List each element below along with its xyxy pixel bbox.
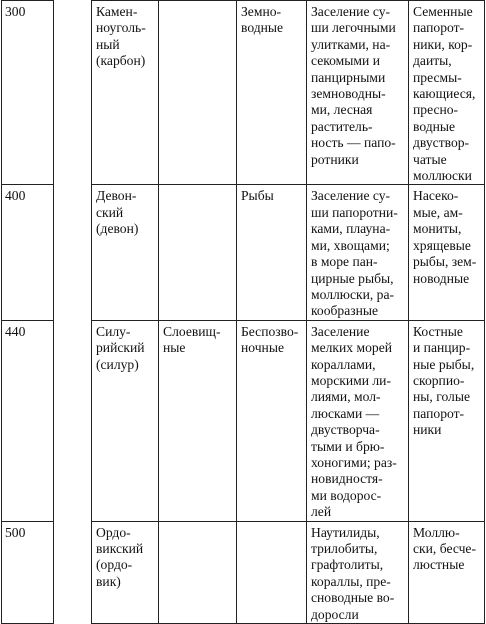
events-text: Наутилиды, трилобиты, графтолиты, кораллы, пре- сноводные во- доросли bbox=[311, 524, 395, 622]
group-text: Рыбы bbox=[241, 188, 274, 204]
table-row bbox=[2, 1, 485, 185]
epoch-text: Слоевищ- ные bbox=[163, 323, 221, 356]
group-text: Беспозво- ночные bbox=[241, 323, 299, 356]
era-cell bbox=[54, 1, 92, 624]
events-text: Заселение су- ши папоротни- ками, плауна- ми, хвощами; в море пан- цирные рыбы, моллюски, ра- кообразные bbox=[311, 188, 398, 319]
period-cell bbox=[92, 1, 159, 185]
epoch-cell bbox=[159, 1, 237, 185]
group-cell bbox=[237, 185, 307, 320]
extinct-cell bbox=[409, 521, 485, 623]
events-cell bbox=[307, 185, 409, 320]
period-text: Ордо- викский (ордо- вик) bbox=[96, 524, 144, 589]
age-text: 500 bbox=[5, 524, 26, 540]
epoch-cell bbox=[159, 185, 237, 320]
group-text: Земно- водные bbox=[241, 4, 284, 36]
group-cell bbox=[237, 1, 307, 185]
group-cell bbox=[237, 320, 307, 521]
age-text: 300 bbox=[5, 4, 26, 19]
age-cell bbox=[2, 320, 54, 521]
geologic-table bbox=[1, 0, 485, 624]
epoch-cell bbox=[159, 521, 237, 623]
events-cell bbox=[307, 521, 409, 623]
events-text: Заселение су- ши легочными улитками, на- секомыми и панцирными земноводны- ми, лесная раститель- ность — папо- ротники bbox=[311, 4, 396, 167]
period-cell bbox=[92, 185, 159, 320]
age-cell bbox=[2, 1, 54, 185]
extinct-text: Семенные папорот- ники, кор- даиты, пресмы- кающиеся, пресно- водные двуствор- чатые моллюски bbox=[413, 4, 476, 184]
age-cell bbox=[2, 521, 54, 623]
age-text: 440 bbox=[5, 323, 26, 339]
extinct-cell bbox=[409, 1, 485, 185]
group-cell bbox=[237, 521, 307, 623]
period-cell bbox=[92, 320, 159, 521]
extinct-cell bbox=[409, 185, 485, 320]
extinct-cell bbox=[409, 320, 485, 521]
extinct-text: Моллю- ски, бесче- люстные bbox=[413, 524, 476, 573]
events-cell bbox=[307, 1, 409, 185]
extinct-text: Насеко- мые, ам- мониты, хрящевые рыбы, зем- новодные bbox=[413, 188, 477, 286]
period-text: Камен- ноуголь- ный (карбон) bbox=[96, 4, 146, 69]
period-text: Силу- рийский (силур) bbox=[96, 323, 145, 372]
epoch-cell bbox=[159, 320, 237, 521]
period-text: Девон- ский (девон) bbox=[96, 188, 139, 237]
extinct-text: Костные и панцир- ные рыбы, скорпио- ны, голые папорот- ники bbox=[413, 323, 475, 438]
period-cell bbox=[92, 521, 159, 623]
events-text: Заселение мелких морей кораллами, морскими ли- лиями, мол- люсками — двустворча- тыми и брю- хоногими; раз- новидностя- ми водорос- лей bbox=[311, 323, 397, 520]
age-cell bbox=[2, 185, 54, 320]
age-text: 400 bbox=[5, 188, 26, 204]
events-cell bbox=[307, 320, 409, 521]
